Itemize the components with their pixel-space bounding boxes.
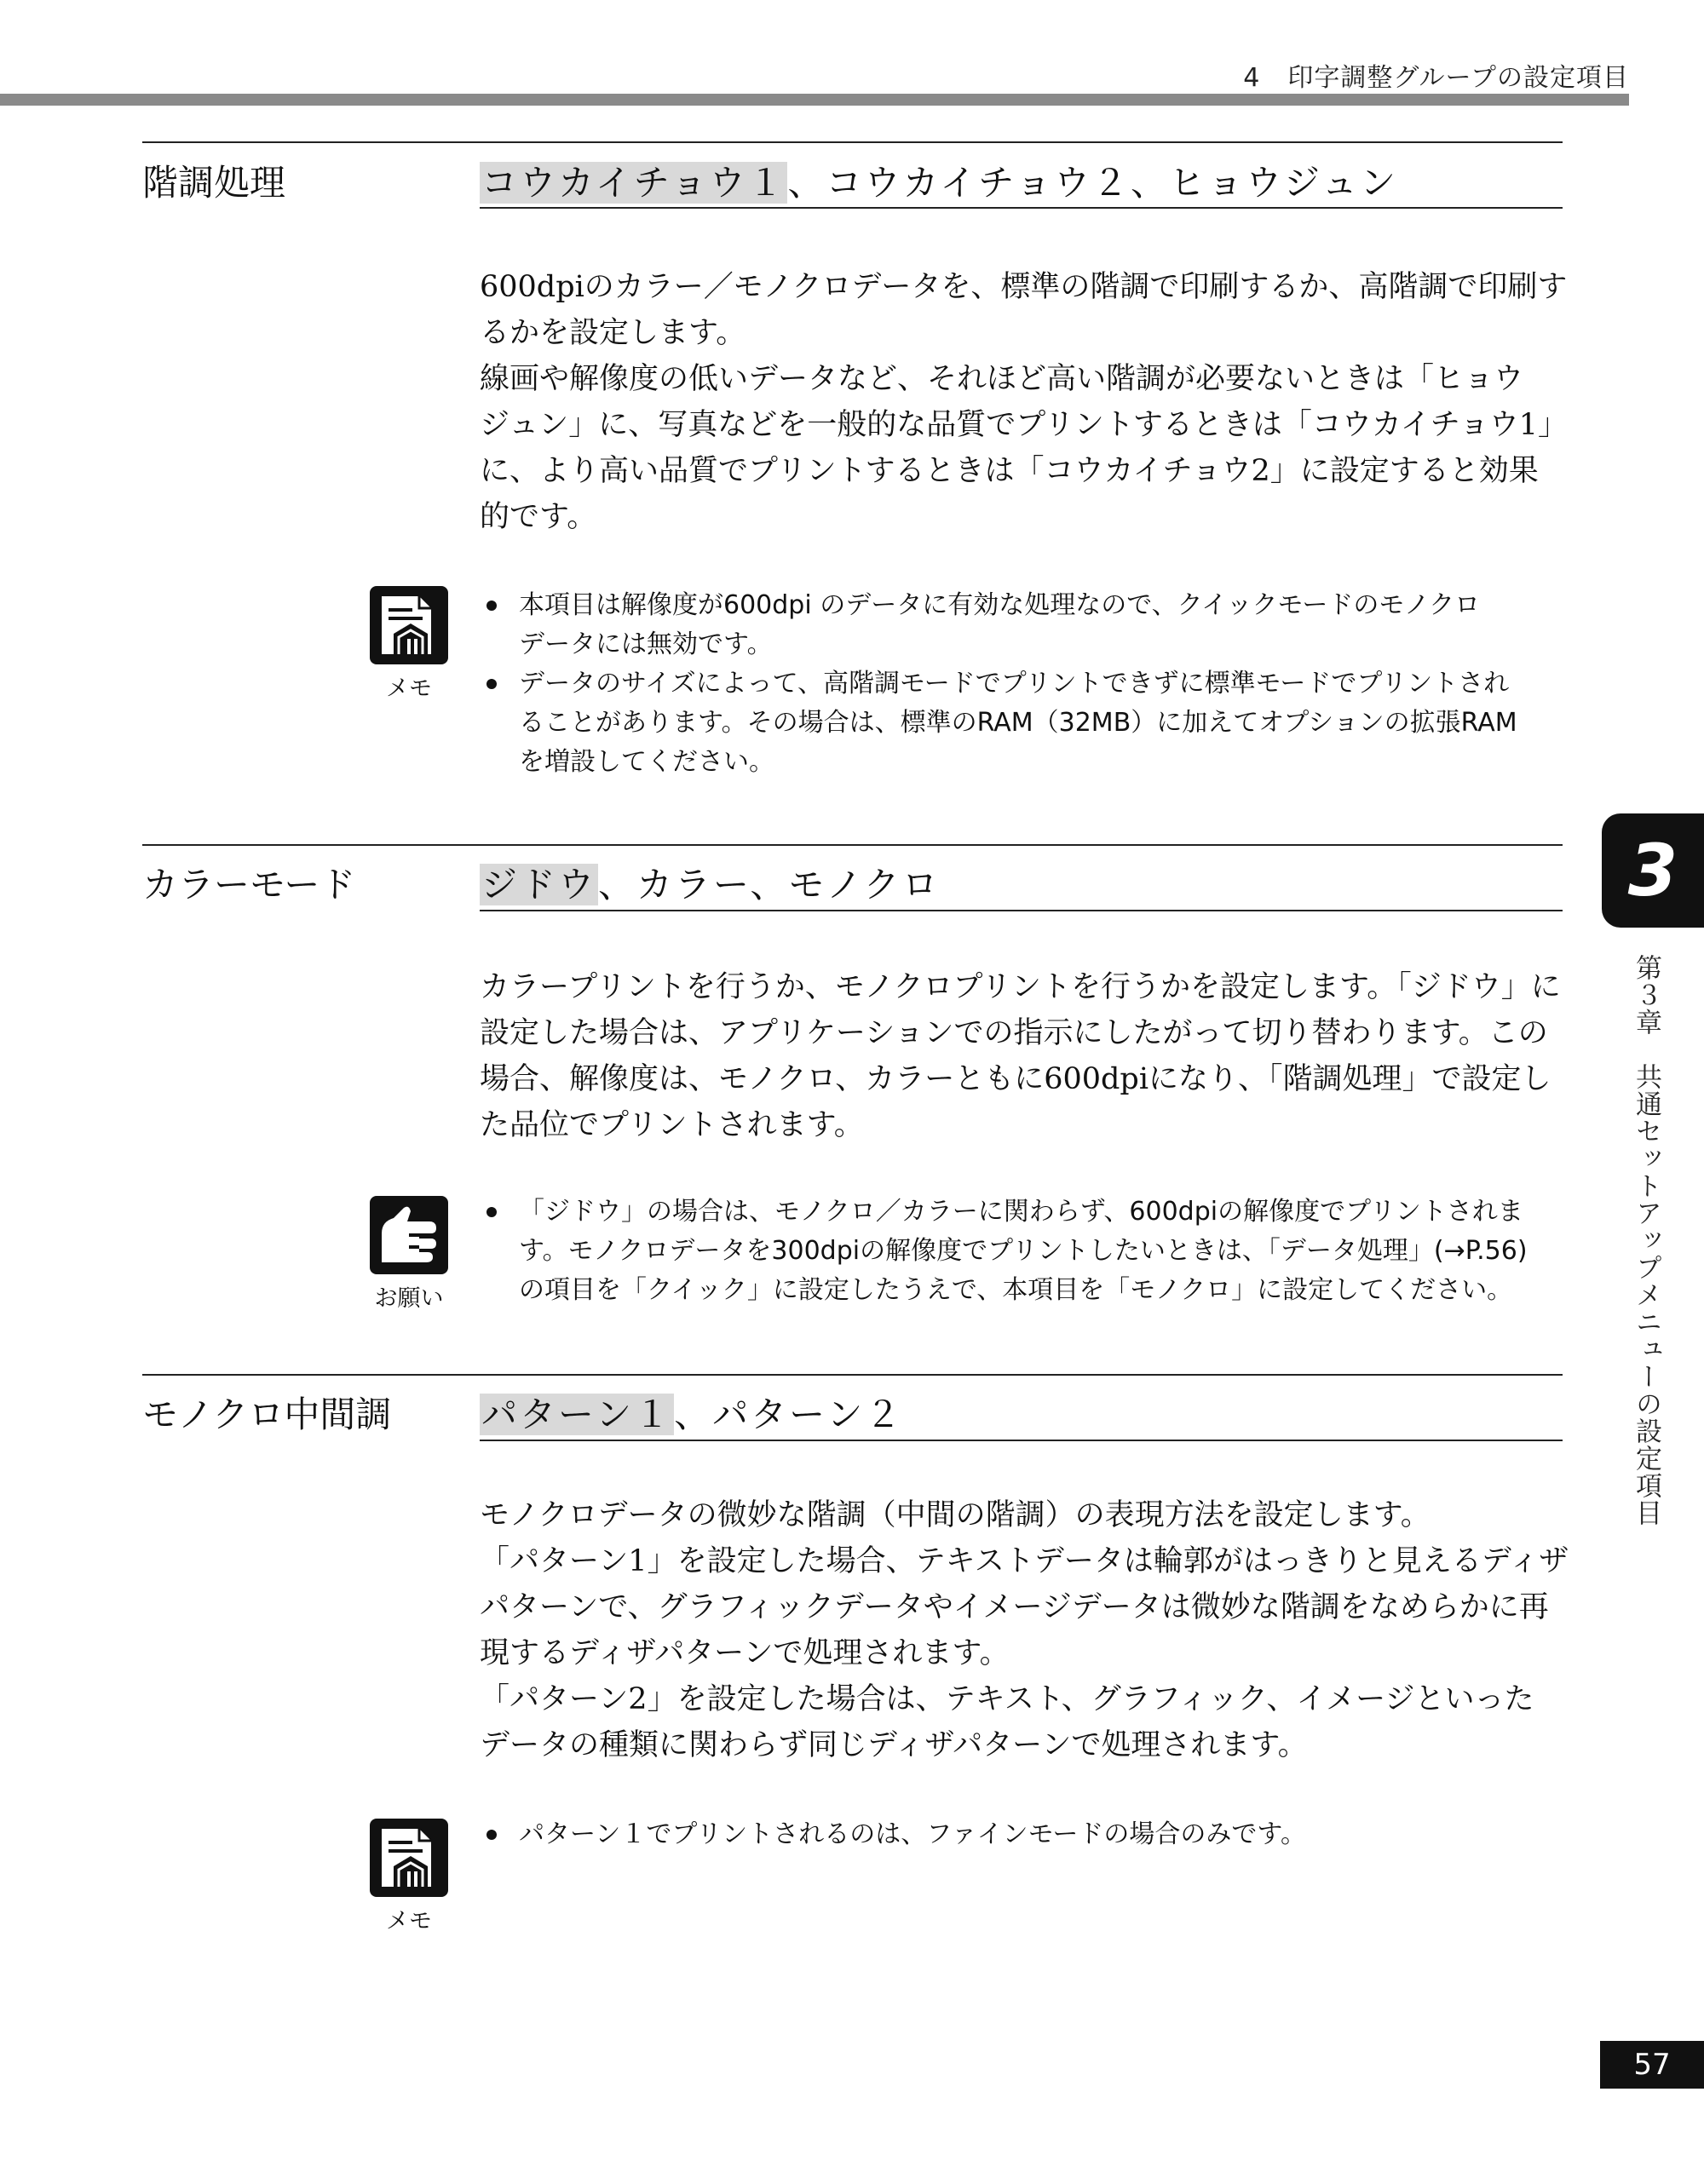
- values-underline: [480, 1440, 1563, 1441]
- default-value: ジドウ: [481, 864, 597, 905]
- section-title-gradation: 階調処理: [142, 162, 286, 204]
- memo-note-icon: [370, 1819, 448, 1935]
- section-title-color-mode: カラーモード: [142, 864, 356, 905]
- setting-values-mono-halftone: [480, 1387, 903, 1438]
- header-bar: [0, 94, 1629, 106]
- section-rule: [142, 141, 1563, 143]
- body-line: た品位でプリントされます。: [480, 1108, 864, 1142]
- bullet-line: データのサイズによって、高階調モードでプリントできずに標準モードでプリントされ: [519, 669, 1510, 698]
- bullet-line: データには無効です。: [519, 629, 773, 659]
- bullet-line: パターン１でプリントされるのは、ファインモードの場合のみです。: [519, 1819, 1306, 1849]
- bullet-line: す。モノクロデータを300dpiの解像度でプリントしたいときは、「データ処理」(→P.56): [519, 1236, 1528, 1266]
- body-line: るかを設定します。: [480, 316, 746, 350]
- section-rule: [142, 1374, 1563, 1376]
- body-line: ジュン」に、写真などを一般的な品質でプリントするときは「コウカイチョウ1」: [480, 408, 1569, 442]
- other-values: 、コウカイチョウ２、ヒョウジュン: [787, 162, 1399, 204]
- body-line: 600dpiのカラー／モノクロデータを、標準の階調で印刷するか、高階調で印刷す: [480, 270, 1568, 304]
- body-line: 場合、解像度は、モノクロ、カラーともに600dpiになり、「階調処理」で設定し: [480, 1062, 1551, 1096]
- memo-icon: [370, 586, 448, 664]
- list-item: [480, 664, 1563, 782]
- memo-label: メモ: [386, 1908, 432, 1934]
- body-line: に、より高い品質でプリントするときは「コウカイチョウ2」に設定すると効果: [480, 454, 1539, 488]
- body-line: モノクロデータの微妙な階調（中間の階調）の表現方法を設定します。: [480, 1498, 1431, 1532]
- bullet-line: 本項目は解像度が600dpi のデータに有効な処理なので、クイックモードのモノクロ: [519, 590, 1481, 620]
- body-line: 現するディザパターンで処理されます。: [480, 1636, 1010, 1670]
- list-item: [480, 586, 1563, 664]
- header-chapter-number: 4: [1243, 63, 1261, 93]
- chapter-tab: 3: [1602, 813, 1704, 928]
- body-line: パターンで、グラフィックデータやイメージデータは微妙な階調をなめらかに再: [480, 1590, 1549, 1624]
- list-item: [480, 1193, 1563, 1310]
- memo-bullets-gradation: [480, 586, 1563, 782]
- memo-bullets-mono-halftone: [480, 1815, 1563, 1854]
- bullet-line: 「ジドウ」の場合は、モノクロ／カラーに関わらず、600dpiの解像度でプリントされま: [519, 1197, 1523, 1227]
- section-body-color-mode: [480, 964, 1563, 1148]
- setting-values-color-mode: [480, 857, 941, 908]
- memo-label: メモ: [386, 675, 432, 702]
- body-line: カラープリントを行うか、モノクロプリントを行うかを設定します。「ジドウ」に: [480, 970, 1561, 1004]
- request-note-icon: [370, 1196, 448, 1313]
- body-line: 「パターン1」を設定した場合、テキストデータは輪郭がはっきりと見えるディザ: [480, 1544, 1569, 1578]
- section-title-mono-halftone: モノクロ中間調: [142, 1394, 392, 1435]
- body-line: 的です。: [480, 500, 597, 534]
- section-rule: [142, 844, 1563, 846]
- body-line: 設定した場合は、アプリケーションでの指示にしたがって切り替わります。この: [480, 1016, 1548, 1050]
- body-line: 「パターン2」を設定した場合は、テキスト、グラフィック、イメージといった: [480, 1682, 1534, 1716]
- list-item: [480, 1815, 1563, 1854]
- chapter-side-label: 第３章 共通セットアップメニューの設定項目: [1631, 954, 1661, 1526]
- bullet-line: を増設してください。: [519, 747, 774, 777]
- other-values: 、カラー、モノクロ: [598, 864, 941, 905]
- values-underline: [480, 910, 1563, 911]
- memo-icon: [370, 1819, 448, 1897]
- running-header: [1243, 56, 1629, 94]
- body-line: 線画や解像度の低いデータなど、それほど高い階調が必要ないときは「ヒョウ: [480, 362, 1524, 396]
- default-value: パターン１: [481, 1394, 673, 1435]
- default-value: コウカイチョウ１: [481, 162, 786, 204]
- request-bullets-color-mode: [480, 1193, 1563, 1310]
- header-title: 印字調整グループの設定項目: [1287, 63, 1629, 93]
- section-body-mono-halftone: [480, 1492, 1569, 1768]
- request-hand-icon: [370, 1196, 448, 1274]
- values-underline: [480, 207, 1563, 209]
- page-number: 57: [1600, 2041, 1704, 2089]
- request-label: お願い: [374, 1285, 444, 1312]
- bullet-line: ることがあります。その場合は、標準のRAM（32MB）に加えてオプションの拡張RAM: [519, 708, 1517, 738]
- setting-values-gradation: [480, 155, 1398, 206]
- bullet-line: の項目を「クイック」に設定したうえで、本項目を「モノクロ」に設定してください。: [519, 1275, 1513, 1305]
- body-line: データの種類に関わらず同じディザパターンで処理されます。: [480, 1728, 1308, 1762]
- other-values: 、パターン２: [674, 1394, 904, 1435]
- section-body-gradation: [480, 264, 1569, 540]
- memo-note-icon: [370, 586, 448, 703]
